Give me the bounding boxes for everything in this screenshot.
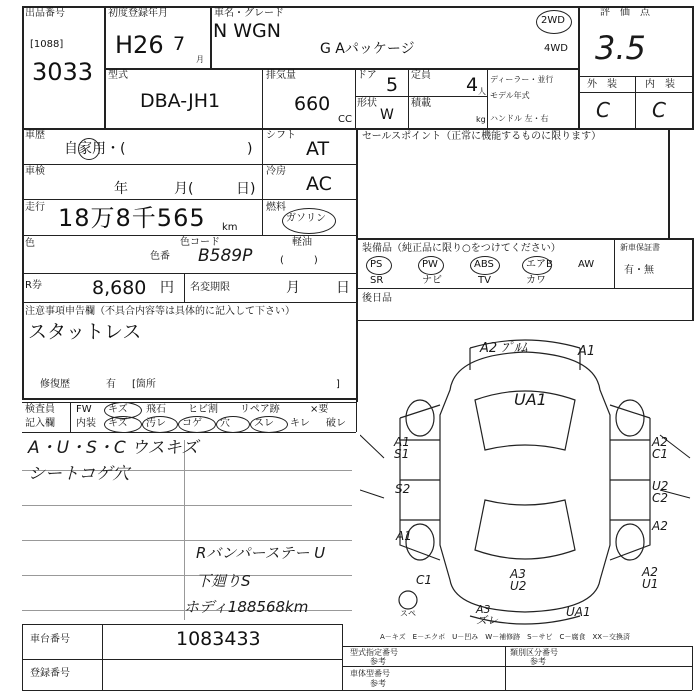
mark-top-right: A1: [578, 344, 596, 359]
diagram-note-2: 下廻りS: [196, 572, 251, 590]
equip-ps: PS: [370, 259, 383, 270]
capacity-label: 定員: [411, 70, 431, 81]
notes-text: スタットレス: [28, 321, 142, 343]
doors: 5: [386, 74, 399, 96]
rule: [102, 624, 103, 690]
rule: [342, 690, 692, 691]
rule: [184, 273, 185, 302]
kg-unit: kg: [476, 115, 486, 124]
rule: [104, 6, 106, 128]
rule: [355, 96, 487, 97]
warranty-label: 新車保証書: [620, 243, 660, 252]
rule: [22, 624, 23, 690]
transfer-month: 月: [286, 280, 300, 296]
rule: [22, 235, 356, 236]
rule: [22, 199, 356, 200]
mark-rear-right: UA1: [566, 605, 591, 619]
sales-point-label: セールスポイント（正常に機能するものに限ります）: [362, 131, 602, 142]
equip-circle: [470, 256, 500, 275]
repair-close: ]: [336, 379, 340, 390]
rule: [355, 68, 356, 128]
rule: [487, 68, 488, 128]
rule: [692, 646, 693, 690]
rule: [22, 659, 342, 660]
fuel-label: 燃料: [266, 202, 286, 213]
shape: W: [380, 107, 394, 123]
capacity-unit: 人: [478, 87, 486, 96]
inspector-label-1: 検査員: [25, 404, 55, 415]
first-reg-month: 7: [173, 33, 186, 55]
notes-label: 注意事項申告欄（不具合内容等は具体的に記入して下さい）: [25, 306, 295, 317]
class-ref: 参考: [530, 657, 546, 666]
fuel-paren: ( ): [280, 255, 318, 266]
rule: [22, 575, 352, 576]
handwritten-note-1: A・U・S・C ウスキズ: [28, 438, 199, 458]
inspector-label-2: 記入欄: [25, 418, 55, 429]
equip-circle: [366, 256, 392, 275]
transfer-label: 名変期限: [190, 282, 230, 293]
frame-label: 車体型番号: [350, 669, 390, 678]
insp-repair: リペア跡: [240, 404, 280, 415]
month-unit: 月: [196, 55, 204, 64]
handwritten-note-2: シートコゲ穴: [28, 464, 130, 484]
equip-navi: ナビ: [422, 275, 442, 286]
chassis-number: 1083433: [176, 628, 261, 650]
inspection-day: 日): [236, 181, 256, 197]
drive-4wd: 4WD: [544, 43, 568, 54]
insp-chip: 飛石: [146, 404, 166, 415]
drive-2wd: 2WD: [541, 15, 565, 26]
rule: [22, 398, 356, 400]
rule: [22, 128, 694, 130]
equip-abs: ABS: [474, 259, 494, 270]
interior-grade: C: [652, 98, 666, 122]
rule: [22, 540, 352, 541]
insp-rub: スレ: [254, 418, 274, 429]
rule: [635, 76, 636, 128]
rule: [262, 68, 263, 128]
repair-label: 修復歴: [40, 379, 70, 390]
shift-label: シフト: [266, 130, 296, 141]
insp-stain: 汚レ: [146, 418, 166, 429]
color-code-label: 色コード: [180, 237, 220, 248]
model-label: 型式: [108, 70, 128, 81]
rule: [408, 68, 409, 128]
rule: [692, 6, 694, 128]
equip-pw: PW: [422, 259, 438, 270]
load-label: 積載: [411, 98, 431, 109]
recycle-unit: 円: [160, 280, 174, 296]
first-reg-era: H26: [115, 31, 164, 59]
model-year-label: モデル年式: [490, 91, 530, 100]
fuel-diesel: 軽油: [292, 237, 312, 248]
color-label: 色: [25, 238, 35, 249]
rule: [668, 128, 670, 238]
rule: [104, 68, 578, 70]
equip-tv: TV: [478, 275, 491, 286]
equip-airbag: エアB: [526, 259, 553, 270]
rule: [262, 128, 263, 235]
insp-circle: [142, 416, 178, 433]
rule: [614, 238, 615, 288]
inspection-year: 年: [114, 181, 128, 197]
aircon-label: 冷房: [266, 166, 286, 177]
mark-rear-low: A3 ズレ: [476, 603, 498, 627]
diagram-note-1: Rバンパーステー U: [196, 544, 326, 562]
inspection-month: 月(: [174, 181, 194, 197]
eval-score: 3.5: [595, 29, 646, 67]
type-designation-label: 型式指定番号: [350, 648, 398, 657]
shape-label: 形状: [357, 98, 377, 109]
transfer-day: 日: [336, 280, 350, 296]
rule: [505, 646, 506, 690]
rule: [22, 690, 342, 691]
type-ref: 参考: [370, 657, 386, 666]
rule: [22, 302, 356, 303]
rule: [578, 6, 580, 128]
rule: [210, 6, 212, 70]
mark-left-low: A1: [396, 529, 412, 543]
rule: [22, 6, 24, 398]
repair-place: [箇所: [132, 379, 156, 390]
capacity: 4: [466, 74, 479, 96]
mark-tire: スペ: [400, 609, 416, 618]
model: DBA-JH1: [140, 90, 221, 112]
history-close: ): [247, 141, 253, 157]
recycle-value: 8,680: [92, 277, 147, 299]
car-name-label: 車名・グレード: [214, 8, 284, 19]
recycle-label: R券: [25, 280, 42, 291]
insp-fw: FW: [76, 404, 92, 415]
inspection-label: 車検: [25, 166, 45, 177]
insp-int-scratch: キズ: [108, 418, 128, 429]
first-reg-label: 初度登録年月: [108, 8, 168, 19]
warranty-value: 有・無: [624, 265, 654, 276]
grade: G Aパッケージ: [320, 41, 415, 57]
rule: [22, 164, 356, 165]
eval-label: 評 価 点: [600, 7, 650, 18]
color-number-label: 色番: [150, 251, 170, 262]
aircon-value: AC: [306, 173, 332, 195]
insp-circle: [104, 416, 142, 433]
mark-left-bottom: C1: [416, 573, 433, 587]
exterior-label: 外 装: [587, 79, 617, 90]
insp-crack: ヒビ割: [188, 404, 218, 415]
lot-label: 出品番号: [25, 8, 65, 19]
mileage-unit: km: [222, 222, 238, 233]
repair-value: 有: [106, 379, 116, 390]
dealer-label: ディーラー・並行: [490, 75, 554, 84]
mark-top: A2 ﾌﾟﾙﾑ: [480, 341, 528, 356]
color-code: B589P: [198, 246, 253, 266]
insp-tear: 破レ: [326, 418, 346, 429]
lot-sub: [1088]: [30, 39, 64, 50]
rule: [342, 646, 692, 647]
history-value: 自家用・(: [64, 141, 126, 157]
displacement-label: 排気量: [266, 70, 296, 81]
equipment-label: 装備品（純正品に限り○をつけてください）: [362, 243, 561, 254]
frame-ref: 参考: [370, 679, 386, 688]
lot-number: 3033: [32, 58, 94, 86]
insp-scratch: キズ: [108, 404, 128, 415]
equip-aw: AW: [578, 259, 595, 270]
class-label: 類別区分番号: [510, 648, 558, 657]
rule: [184, 440, 185, 620]
mileage-value: 18万8千565: [58, 204, 206, 232]
rule: [22, 505, 352, 506]
displacement: 660: [294, 93, 331, 115]
insp-interior: 内装: [76, 418, 96, 429]
equip-leather: カワ: [526, 275, 546, 286]
history-circle: [78, 138, 100, 160]
rule: [356, 128, 358, 402]
mark-right-mid: U2 C2: [652, 479, 669, 505]
rule: [70, 402, 71, 432]
insp-need: ×要: [310, 404, 329, 415]
history-label: 車歴: [25, 130, 45, 141]
rule: [342, 666, 692, 667]
rule: [356, 402, 357, 432]
insp-circle: [216, 416, 250, 433]
post-install-label: 後日品: [362, 293, 392, 304]
exterior-grade: C: [596, 98, 610, 122]
equip-sr: SR: [370, 275, 384, 286]
insp-cut: キレ: [290, 418, 310, 429]
equip-circle: [522, 256, 552, 275]
rule: [356, 238, 694, 240]
damage-legend: A－キズ E－エクボ U－凹み W－補修跡 S－サビ C－腐食 XX－交換済: [380, 633, 631, 641]
registration-label: 登録番号: [30, 668, 70, 679]
equip-circle: [418, 256, 444, 275]
rule: [692, 238, 694, 320]
mark-right-bottom: A2 U1: [642, 565, 659, 591]
mark-right-upper: A2 C1: [652, 435, 669, 461]
chassis-label: 車台番号: [30, 634, 70, 645]
rule: [22, 273, 356, 274]
diagram-note-3: ホディ188568km: [184, 598, 309, 616]
doors-label: ドア: [357, 70, 377, 81]
mark-left-upper: A1 S1: [394, 435, 410, 461]
shift-value: AT: [306, 138, 330, 160]
insp-hole: 穴: [220, 418, 230, 429]
rule: [22, 402, 356, 403]
car-name: N WGN: [213, 20, 281, 42]
mark-right-low: A2: [652, 519, 668, 533]
interior-label: 内 装: [645, 79, 675, 90]
rule: [356, 320, 694, 321]
rule: [22, 624, 342, 625]
mileage-label: 走行: [25, 202, 45, 213]
mark-left-mid: S2: [395, 482, 411, 496]
cc-unit: CC: [338, 114, 352, 125]
insp-circle: [178, 416, 216, 433]
mark-roof: UA1: [514, 390, 547, 409]
rule: [356, 288, 694, 289]
rule: [342, 624, 343, 690]
fuel-gasoline: ガソリン: [286, 213, 326, 224]
handle-label: ハンドル 左・右: [490, 114, 549, 123]
insp-circle: [250, 416, 288, 433]
mark-rear: A3 U2: [510, 567, 527, 593]
insp-burn: コゲ: [182, 418, 202, 429]
